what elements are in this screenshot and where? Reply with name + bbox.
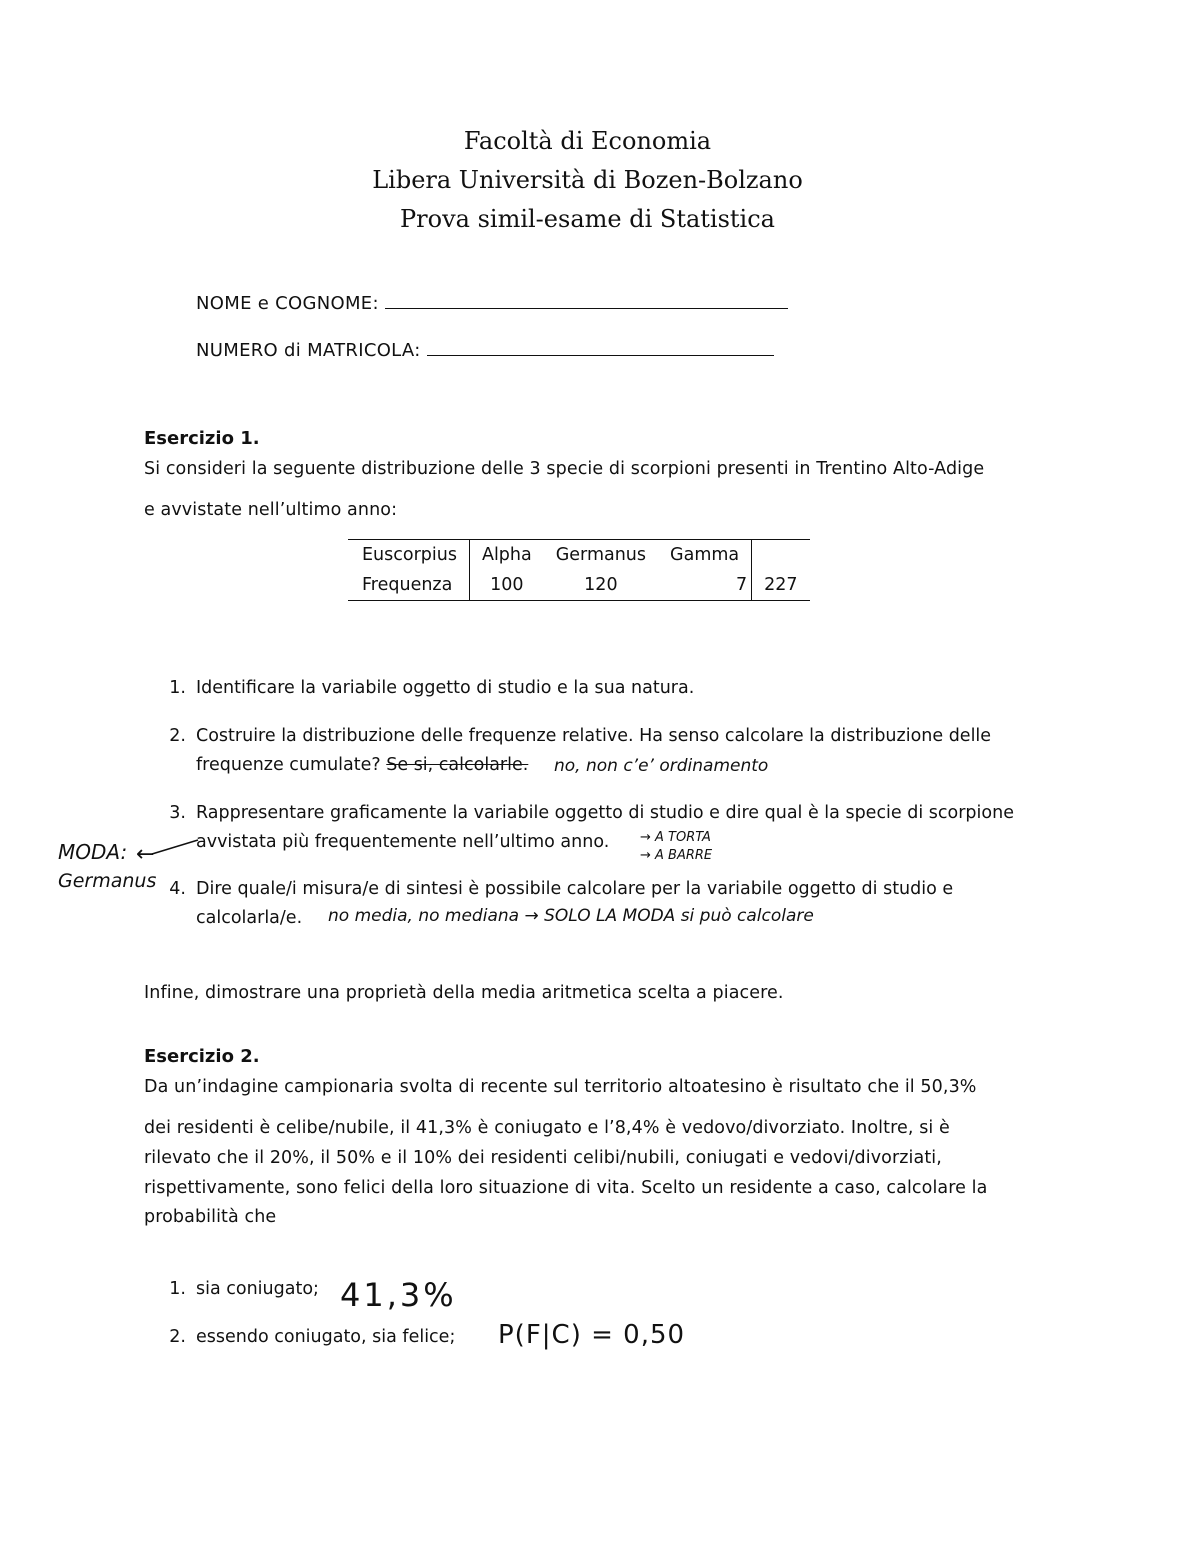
table-row (348, 540, 810, 571)
exercise-2-line-3: rilevato che il 20%, il 50% e il 10% dei residenti celibi/nubili, coniugati e vedovi/divorziati, (144, 1148, 942, 1168)
handwritten-moda-value: Germanus (58, 870, 157, 892)
name-label: NOME e COGNOME: (196, 293, 379, 314)
item-number: 4. (169, 879, 186, 899)
table-cell: 120 (584, 575, 618, 595)
exercise-2-line-4: rispettivamente, sono felici della loro situazione di vita. Scelto un residente a caso, calcolare la (144, 1178, 988, 1198)
handwritten-arrow-line (150, 836, 200, 856)
table-cell: 100 (490, 575, 524, 595)
matricola-label: NUMERO di MATRICOLA: (196, 340, 421, 361)
item-2-question: frequenze cumulate? (196, 755, 381, 775)
item-3-line-2: avvistata più frequentemente nell’ultimo anno. (196, 832, 610, 852)
table-cell: 7 (736, 575, 748, 595)
frequency-table (348, 539, 810, 601)
item-4-line-2: calcolarla/e. (196, 908, 303, 928)
handwritten-pie-chart: → A TORTA (640, 830, 711, 845)
table-row (348, 570, 810, 601)
table-cell: Germanus (555, 545, 647, 565)
university-title: Libera Università di Bozen-Bolzano (372, 166, 803, 194)
handwritten-answer-2: P(F|C) = 0,50 (498, 1320, 686, 1350)
table-cell (752, 540, 810, 571)
handwritten-bar-chart: → A BARRE (640, 848, 713, 863)
exercise-1-final: Infine, dimostrare una proprietà della media aritmetica scelta a piacere. (144, 983, 784, 1003)
item-number: 3. (169, 803, 186, 823)
item-2-line-1: Costruire la distribuzione delle frequenze relative. Ha senso calcolare la distribuzione delle (196, 726, 992, 746)
handwritten-measures: no media, no mediana → SOLO LA MODA si può calcolare (328, 906, 814, 926)
item-2-struck-text: Se si, calcolarle. (386, 755, 529, 775)
item-1-text: Identificare la variabile oggetto di studio e la sua natura. (196, 678, 695, 698)
item-number: 1. (169, 678, 186, 698)
item-4-line-1: Dire quale/i misura/e di sintesi è possibile calcolare per la variabile oggetto di studio e (196, 879, 954, 899)
name-blank[interactable] (385, 290, 788, 309)
table-cell: Alpha (481, 545, 532, 565)
matricola-field-row (196, 337, 774, 361)
name-field-row (196, 290, 788, 314)
item-number: 2. (169, 1327, 186, 1347)
handwritten-answer-1: 41,3% (340, 1276, 457, 1314)
table-cell: Gamma (670, 545, 740, 565)
handwritten-moda-label: MODA: (58, 840, 128, 864)
faculty-title: Facoltà di Economia (463, 127, 712, 155)
exercise-2-title: Esercizio 2. (144, 1046, 260, 1067)
exercise-1-intro-1: Si consideri la seguente distribuzione delle 3 specie di scorpioni presenti in Trentino Alto-Adige (144, 459, 985, 479)
table-cell: 227 (752, 570, 810, 601)
exercise-2-line-5: probabilità che (144, 1207, 277, 1227)
exercise-1-intro-2: e avvistate nell’ultimo anno: (144, 500, 398, 520)
item-number: 2. (169, 726, 186, 746)
table-cell: Euscorpius (348, 540, 469, 571)
handwritten-no-order: no, non c’e’ ordinamento (554, 756, 769, 776)
table-cell: Frequenza (348, 570, 469, 601)
exercise-2-line-1: Da un’indagine campionaria svolta di recente sul territorio altoatesino è risultato che il 50,3% (144, 1077, 977, 1097)
item-3-line-1: Rappresentare graficamente la variabile oggetto di studio e dire qual è la specie di scorpione (196, 803, 1014, 823)
exam-title: Prova simil-esame di Statistica (400, 205, 775, 233)
exercise-1-title: Esercizio 1. (144, 428, 260, 449)
ex2-item-2-text: essendo coniugato, sia felice; (196, 1327, 456, 1347)
exercise-2-line-2: dei residenti è celibe/nubile, il 41,3% è coniugato e l’8,4% è vedovo/divorziato. Inoltre, si è (144, 1118, 950, 1138)
matricola-blank[interactable] (427, 337, 774, 356)
item-number: 1. (169, 1279, 186, 1299)
ex2-item-1-text: sia coniugato; (196, 1279, 319, 1299)
item-2-line-2 (196, 751, 528, 780)
handwritten-arrow-icon: ← (136, 842, 155, 867)
